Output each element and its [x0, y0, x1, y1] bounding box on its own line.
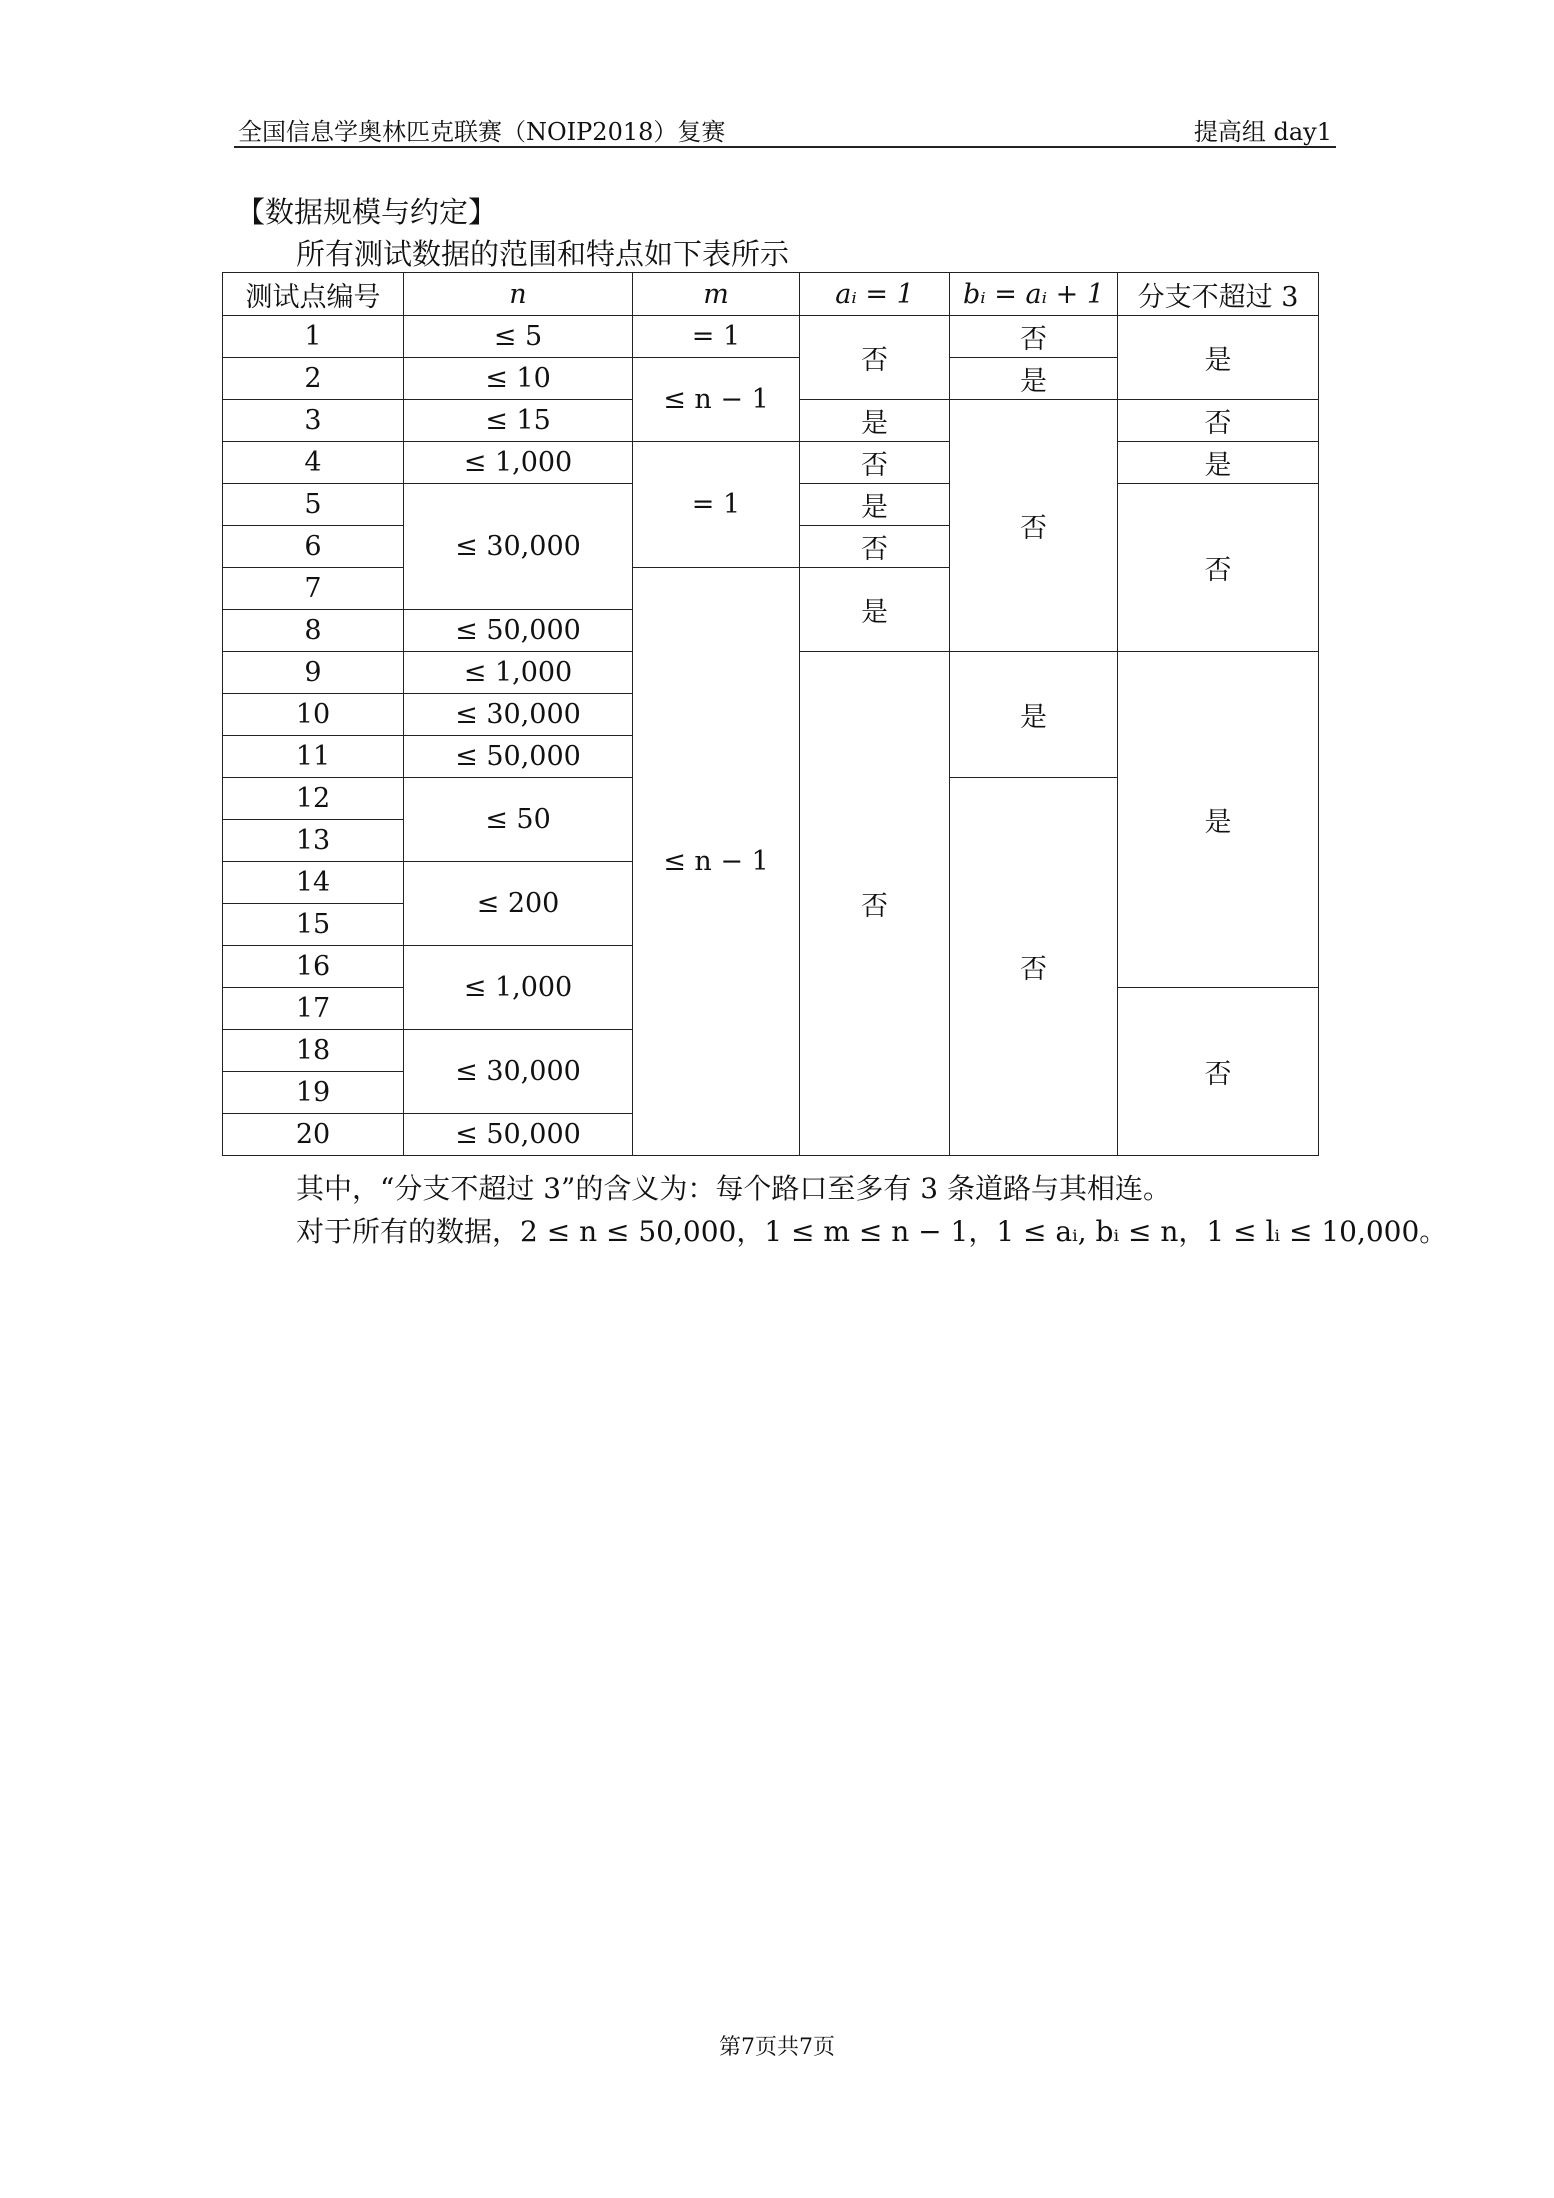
test-id-cell: 12	[223, 778, 404, 820]
test-id-cell: 6	[223, 526, 404, 568]
intro-text: 所有测试数据的范围和特点如下表所示	[296, 237, 790, 271]
test-id-cell: 9	[223, 652, 404, 694]
n-cell: ≤ 50,000	[404, 1114, 633, 1156]
test-id-cell: 1	[223, 316, 404, 358]
n-cell: ≤ 30,000	[404, 1030, 633, 1114]
branch-cell: 否	[1118, 988, 1319, 1156]
test-id-cell: 20	[223, 1114, 404, 1156]
table-header-row	[223, 273, 1319, 316]
test-id-cell: 17	[223, 988, 404, 1030]
branch-definition-note: 其中，“分支不超过 3”的含义为：每个路口至多有 3 条道路与其相连。	[296, 1172, 1171, 1205]
test-id-cell: 15	[223, 904, 404, 946]
header-branch-limit: 分支不超过 3	[1118, 273, 1319, 316]
global-constraints-note: 对于所有的数据，2 ≤ n ≤ 50,000，1 ≤ m ≤ n − 1，1 ≤ aᵢ, bᵢ ≤ n，1 ≤ lᵢ ≤ 10,000。	[296, 1215, 1448, 1248]
header-b-equals-a-plus-1: bᵢ = aᵢ + 1	[950, 273, 1118, 316]
a-cell: 是	[800, 484, 950, 526]
b-cell: 是	[950, 358, 1118, 400]
branch-cell: 是	[1118, 316, 1319, 400]
n-cell: ≤ 10	[404, 358, 633, 400]
a-cell: 否	[800, 652, 950, 1156]
a-cell: 否	[800, 442, 950, 484]
b-cell: 否	[950, 778, 1118, 1156]
test-id-cell: 5	[223, 484, 404, 526]
test-id-cell: 14	[223, 862, 404, 904]
b-cell: 是	[950, 652, 1118, 778]
n-cell: ≤ 1,000	[404, 946, 633, 1030]
header-n: n	[404, 273, 633, 316]
header-m: m	[633, 273, 800, 316]
n-cell: ≤ 15	[404, 400, 633, 442]
n-cell: ≤ 50,000	[404, 610, 633, 652]
test-id-cell: 18	[223, 1030, 404, 1072]
b-cell: 否	[950, 316, 1118, 358]
test-id-cell: 11	[223, 736, 404, 778]
a-cell: 否	[800, 316, 950, 400]
table-row	[223, 316, 1319, 358]
page-footer: 第7页共7页	[719, 2035, 835, 2060]
test-id-cell: 2	[223, 358, 404, 400]
n-cell: ≤ 1,000	[404, 652, 633, 694]
test-id-cell: 4	[223, 442, 404, 484]
branch-cell: 是	[1118, 652, 1319, 988]
m-cell: = 1	[633, 316, 800, 358]
n-cell: ≤ 50,000	[404, 736, 633, 778]
n-cell: ≤ 50	[404, 778, 633, 862]
data-scale-table	[222, 272, 1319, 1156]
n-cell: ≤ 30,000	[404, 694, 633, 736]
a-cell: 是	[800, 400, 950, 442]
header-test-id: 测试点编号	[223, 273, 404, 316]
test-id-cell: 8	[223, 610, 404, 652]
header-a-equals-1: aᵢ = 1	[800, 273, 950, 316]
a-cell: 是	[800, 568, 950, 652]
test-id-cell: 16	[223, 946, 404, 988]
n-cell: ≤ 5	[404, 316, 633, 358]
header-group-day: 提高组 day1	[1193, 118, 1332, 146]
branch-cell: 否	[1118, 484, 1319, 652]
section-title: 【数据规模与约定】	[236, 195, 498, 229]
n-cell: ≤ 1,000	[404, 442, 633, 484]
n-cell: ≤ 200	[404, 862, 633, 946]
m-cell: ≤ n − 1	[633, 568, 800, 1156]
branch-cell: 否	[1118, 400, 1319, 442]
test-id-cell: 19	[223, 1072, 404, 1114]
branch-cell: 是	[1118, 442, 1319, 484]
a-cell: 否	[800, 526, 950, 568]
table-row	[223, 442, 1319, 484]
header-contest-title: 全国信息学奥林匹克联赛（NOIP2018）复赛	[238, 118, 726, 146]
test-id-cell: 3	[223, 400, 404, 442]
m-cell: = 1	[633, 442, 800, 568]
test-id-cell: 7	[223, 568, 404, 610]
m-cell: ≤ n − 1	[633, 358, 800, 442]
b-cell: 否	[950, 400, 1118, 652]
page-header	[234, 110, 1336, 148]
test-id-cell: 13	[223, 820, 404, 862]
n-cell: ≤ 30,000	[404, 484, 633, 610]
test-id-cell: 10	[223, 694, 404, 736]
